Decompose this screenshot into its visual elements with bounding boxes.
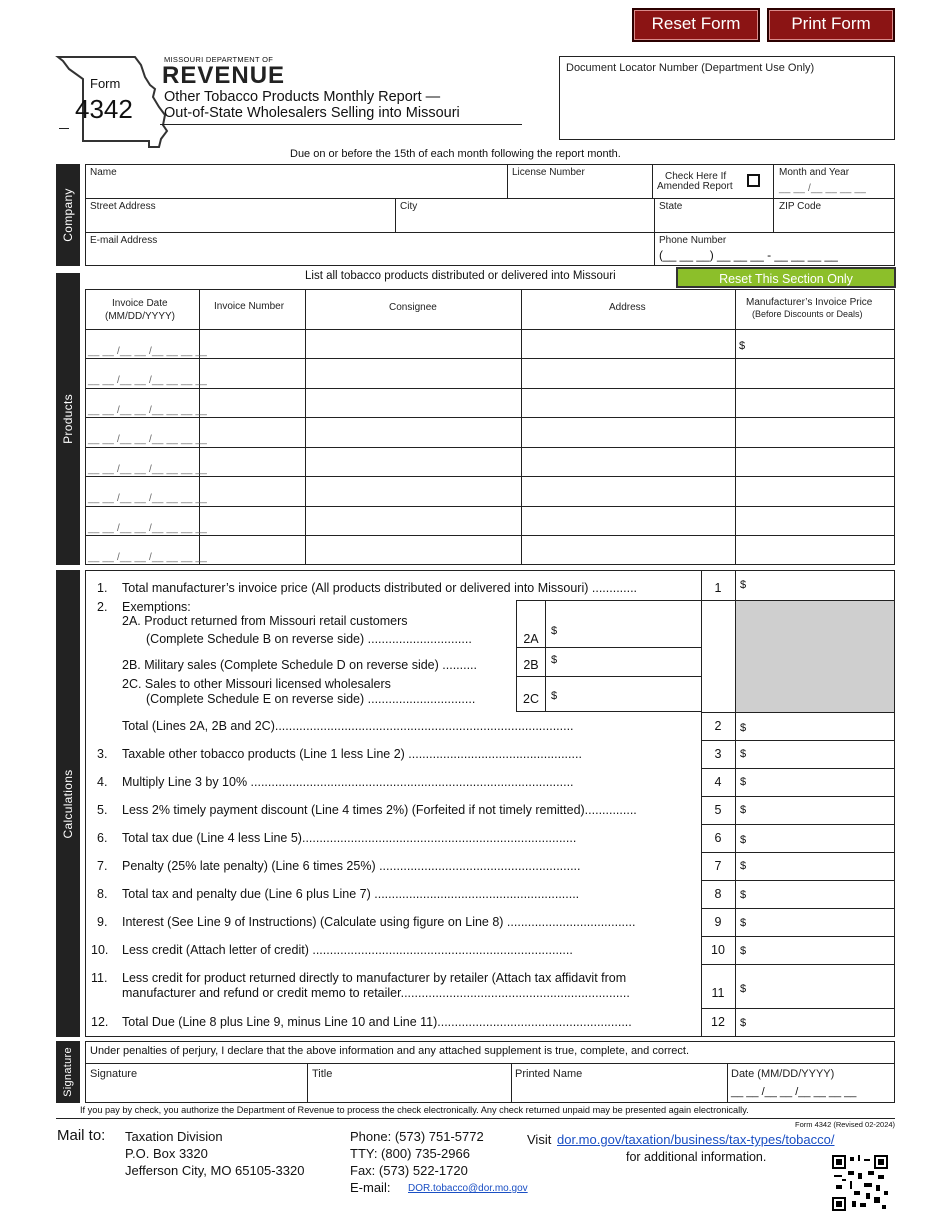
row6-date[interactable]: __ __ /__ __ /__ __ __ __ [88, 493, 207, 504]
col-price: Manufacturer’s Invoice Price [746, 297, 873, 308]
col-address: Address [609, 302, 646, 313]
line7-text: Penalty (25% late penalty) (Line 6 times 25%) .......................................................... [122, 859, 581, 873]
col-invoice-number: Invoice Number [214, 301, 285, 312]
line12-amount[interactable]: $ [740, 1017, 747, 1029]
line9-amount[interactable]: $ [740, 917, 747, 929]
line9-text: Interest (See Line 9 of Instructions) (Calculate using figure on Line 8) ..................................... [122, 915, 636, 929]
line8-amount[interactable]: $ [740, 889, 747, 901]
line2-num: 2. [97, 600, 108, 614]
line2c-text-2: (Complete Schedule E on reverse side) ............................... [146, 692, 476, 706]
line11-num: 11. [91, 971, 108, 985]
signature-field[interactable]: Signature [90, 1068, 138, 1080]
line5-num: 5. [97, 803, 108, 817]
mail-address-1: Taxation Division [125, 1129, 223, 1144]
due-note: Due on or before the 15th of each month following the report month. [290, 148, 621, 160]
line1-box: 1 [714, 581, 722, 595]
amended-checkbox[interactable] [747, 174, 760, 187]
line2a-text: 2A. Product returned from Missouri retail customers [122, 614, 408, 628]
additional-info: for additional information. [626, 1150, 767, 1164]
calc-shaded-area [736, 601, 894, 712]
line7-box: 7 [714, 859, 722, 873]
row1-price-dollar[interactable]: $ [739, 340, 746, 352]
perjury-declaration: Under penalties of perjury, I declare that the above information and any attached supplement is true, complete, and correct. [90, 1045, 690, 1057]
line2a-box: 2A [523, 632, 539, 646]
col-invoice-date-format: (MM/DD/YYYY) [105, 311, 175, 322]
line6-text: Total tax due (Line 4 less Line 5)............................................................................... [122, 831, 577, 845]
row8-date[interactable]: __ __ /__ __ /__ __ __ __ [88, 552, 207, 563]
qr-code-icon [832, 1155, 888, 1211]
line3-box: 3 [714, 747, 722, 761]
dln-label: Document Locator Number (Department Use Only) [566, 62, 815, 74]
mail-to-label: Mail to: [57, 1127, 106, 1144]
line3-amount[interactable]: $ [740, 748, 747, 760]
line2a-text-2: (Complete Schedule B on reverse side) .............................. [146, 632, 472, 646]
line9-box: 9 [714, 915, 722, 929]
line1-text: Total manufacturer’s invoice price (All products distributed or delivered into Missouri) ............. [122, 581, 638, 595]
line6-num: 6. [97, 831, 108, 845]
line4-box: 4 [714, 775, 722, 789]
line11-text: Less credit for product returned directly to manufacturer by retailer (Attach tax affidavit from [122, 971, 627, 985]
row3-date[interactable]: __ __ /__ __ /__ __ __ __ [88, 405, 207, 416]
line10-amount[interactable]: $ [740, 945, 747, 957]
form-label: Form [90, 76, 121, 91]
line12-text: Total Due (Line 8 plus Line 9, minus Line 10 and Line 11)........................................................ [122, 1015, 632, 1029]
email-field[interactable]: E-mail Address [90, 235, 158, 246]
line7-amount[interactable]: $ [740, 860, 747, 872]
line8-num: 8. [97, 887, 108, 901]
form-title-line2: Out-of-State Wholesalers Selling into Missouri [164, 105, 460, 121]
license-number-field[interactable]: License Number [512, 167, 585, 178]
line5-amount[interactable]: $ [740, 804, 747, 816]
phone-field[interactable]: Phone Number [659, 235, 727, 246]
line5-box: 5 [714, 803, 722, 817]
line12-num: 12. [91, 1015, 109, 1029]
row1-date[interactable]: __ __ /__ __ /__ __ __ __ [88, 346, 207, 357]
line3-text: Taxable other tobacco products (Line 1 less Line 2) .................................................. [122, 747, 582, 761]
reset-form-button[interactable]: Reset Form [632, 8, 760, 42]
city-field[interactable]: City [400, 201, 418, 212]
line6-box: 6 [714, 831, 722, 845]
contact-fax: Fax: (573) 522-1720 [350, 1163, 468, 1178]
line11-text-2: manufacturer and refund or credit memo to retailer.................................................................. [122, 986, 630, 1000]
line2c-text: 2C. Sales to other Missouri licensed wholesalers [122, 677, 391, 691]
line1-num: 1. [97, 581, 108, 595]
company-section-tab: Company [56, 164, 80, 266]
form-title-line1: Other Tobacco Products Monthly Report — [164, 89, 441, 105]
contact-phone: Phone: (573) 751-5772 [350, 1129, 484, 1144]
contact-email-link[interactable]: DOR.tobacco@dor.mo.gov [408, 1183, 528, 1194]
month-year-fill: __ __ /__ __ __ __ [779, 183, 867, 194]
line11-amount[interactable]: $ [740, 983, 747, 995]
amended-label-1: Check Here If [665, 171, 727, 182]
line10-box: 10 [711, 943, 725, 957]
row2-date[interactable]: __ __ /__ __ /__ __ __ __ [88, 375, 207, 386]
line2b-text: 2B. Military sales (Complete Schedule D on reverse side) .......... [122, 658, 477, 672]
line2-total-amount[interactable]: $ [740, 722, 747, 734]
mail-address-3: Jefferson City, MO 65105-3320 [125, 1163, 305, 1178]
line3-num: 3. [97, 747, 108, 761]
contact-tty: TTY: (800) 735-2966 [350, 1146, 470, 1161]
form-number: 4342 [75, 94, 133, 124]
signature-section-tab: Signature [56, 1041, 80, 1103]
line2b-amount[interactable]: $ [551, 654, 558, 666]
reset-section-button[interactable]: Reset This Section Only [676, 267, 896, 288]
name-field[interactable]: Name [90, 167, 117, 178]
line2-total-box: 2 [714, 719, 722, 733]
line8-box: 8 [714, 887, 722, 901]
website-link[interactable]: dor.mo.gov/taxation/business/tax-types/tobacco/ [557, 1132, 835, 1147]
line10-text: Less credit (Attach letter of credit) ........................................................................... [122, 943, 573, 957]
col-price-note: (Before Discounts or Deals) [752, 309, 863, 319]
agency-small: MISSOURI DEPARTMENT OF [164, 55, 274, 64]
row5-date[interactable]: __ __ /__ __ /__ __ __ __ [88, 464, 207, 475]
line7-num: 7. [97, 859, 108, 873]
document-locator-box [559, 56, 895, 140]
col-consignee: Consignee [389, 302, 437, 313]
line2b-box: 2B [523, 658, 539, 672]
phone-fill: (__ __ __) __ __ __ - __ __ __ __ [659, 248, 838, 262]
visit-label: Visit [527, 1132, 552, 1147]
signature-date-fill: __ __ /__ __ /__ __ __ __ [731, 1086, 857, 1098]
row4-date[interactable]: __ __ /__ __ /__ __ __ __ [88, 434, 207, 445]
row7-date[interactable]: __ __ /__ __ /__ __ __ __ [88, 523, 207, 534]
signature-date-field[interactable]: Date (MM/DD/YYYY) [731, 1068, 835, 1080]
col-invoice-date: Invoice Date [112, 298, 168, 309]
line8-text: Total tax and penalty due (Line 6 plus Line 7) ........................................................... [122, 887, 580, 901]
state-field[interactable]: State [659, 201, 683, 212]
revenue-logo: REVENUE [162, 62, 286, 89]
street-address-field[interactable]: Street Address [90, 201, 156, 212]
line2c-amount[interactable]: $ [551, 690, 558, 702]
printed-name-field[interactable]: Printed Name [515, 1068, 583, 1080]
line5-text: Less 2% timely payment discount (Line 4 times 2%) (Forfeited if not timely remitted)............... [122, 803, 637, 817]
line2-total-text: Total (Lines 2A, 2B and 2C)...................................................................................... [122, 719, 574, 733]
line2a-amount[interactable]: $ [551, 625, 558, 637]
products-section-tab: Products [56, 273, 80, 565]
line4-num: 4. [97, 775, 108, 789]
title-field[interactable]: Title [312, 1068, 333, 1080]
contact-email-label: E-mail: [350, 1180, 391, 1195]
amended-label-2: Amended Report [657, 181, 733, 192]
line4-text: Multiply Line 3 by 10% ............................................................................................. [122, 775, 574, 789]
line11-box: 11 [711, 986, 725, 1000]
line6-amount[interactable]: $ [740, 834, 747, 846]
products-list-note: List all tobacco products distributed or delivered into Missouri [305, 270, 616, 282]
line4-amount[interactable]: $ [740, 776, 747, 788]
mail-address-2: P.O. Box 3320 [125, 1146, 208, 1161]
line2-text: Exemptions: [122, 600, 191, 614]
print-form-button[interactable]: Print Form [767, 8, 895, 42]
line1-amount[interactable]: $ [740, 579, 747, 591]
line10-num: 10. [91, 943, 109, 957]
month-year-field[interactable]: Month and Year [779, 167, 850, 178]
line2c-box: 2C [523, 692, 539, 706]
form-revision: Form 4342 (Revised 02-2024) [795, 1120, 896, 1129]
zip-field[interactable]: ZIP Code [779, 201, 822, 212]
line9-num: 9. [97, 915, 108, 929]
line12-box: 12 [711, 1015, 725, 1029]
check-note: If you pay by check, you authorize the Department of Revenue to process the check electronically. Any check returned unpaid may be presented again electronically. [80, 1105, 749, 1115]
calculations-section-tab: Calculations [56, 570, 80, 1037]
